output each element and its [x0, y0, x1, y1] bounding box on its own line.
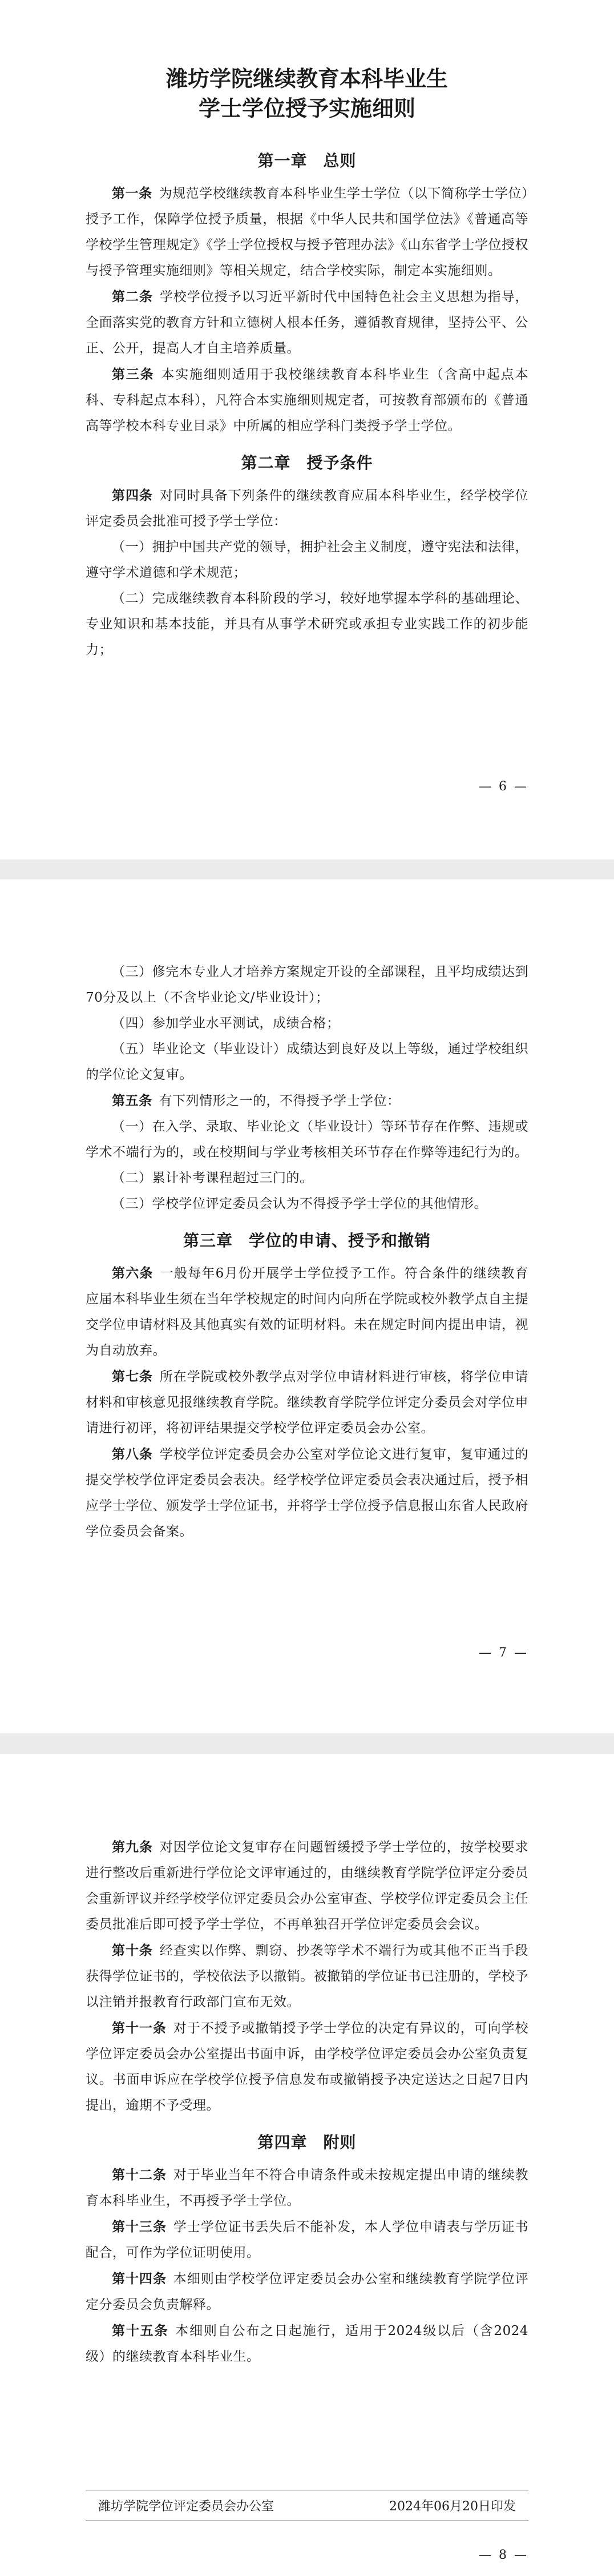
issue-date: 2024年06月20日印发: [389, 2499, 516, 2514]
article-9: 第九条 对因学位论文复审存在问题暂缓授予学士学位的，按学校要求进行整改后重新进行学位论文评审通过的，由继续教育学院学位评定分委员会重新评议并经学校学位评定委员会办公室审查、学校学位评定委员会主任委员批准后即可授予学士学位，不再单独召开学位评定委员会会议。: [86, 1839, 529, 1932]
page-number-6: — 6 —: [479, 779, 528, 794]
article-4-item-1: （一）拥护中国共产党的领导，拥护社会主义制度，遵守宪法和法律，遵守学术道德和学术规范；: [86, 540, 528, 580]
page-number-7: — 7 —: [479, 1646, 528, 1660]
article-5-item-2: （二）累计补考课程超过三门的。: [112, 1171, 313, 1185]
article-5-item-1: （一）在入学、录取、毕业论文（毕业设计）等环节存在作弊、违规或学术不端行为的，或在校期间与学业考核相关环节存在作弊等违纪行为的。: [86, 1119, 528, 1160]
issuing-office: 潍坊学院学位评定委员会办公室: [98, 2499, 274, 2514]
document-page-6: [0, 0, 614, 859]
article-8: 第八条 学校学位评定委员会办公室对学位论文进行复审，复审通过的提交学校学位评定委员会表决。经学校学位评定委员会表决通过后，授予相应学士学位、颁发学士学位证书，并将学士学位授予信息报山东省人民政府学位委员会备案。: [86, 1446, 529, 1539]
article-6: 第六条 一般每年6月份开展学士学位授予工作。符合条件的继续教育应届本科毕业生须在当年学校规定的时间内向所在学院或校外教学点自主提交学位申请材料及其他真实有效的证明材料。未在规定时间内提出申请，视为自动放弃。: [86, 1265, 529, 1358]
article-3: 第三条 本实施细则适用于我校继续教育本科毕业生（含高中起点本科、专科起点本科），凡符合本实施细则规定者，可按教育部颁布的《普通高等学校本科专业目录》中所属的相应学科门类授予学士学位。: [86, 367, 529, 433]
issuing-footer: [86, 2497, 528, 2514]
chapter-4-heading: 第四章 附则: [257, 2133, 357, 2152]
article-4-item-3: （三）修完本专业人才培养方案规定开设的全部课程，且平均成绩达到70分及以上（不含毕业论文/毕业设计）；: [86, 965, 528, 1005]
article-4-item-5: （五）毕业论文（毕业设计）成绩达到良好及以上等级，通过学校组织的学位论文复审。: [86, 1042, 528, 1082]
article-11: 第十一条 对于不授予或撤销授予学士学位的决定有异议的，可向学校学位评定委员会办公室提出书面申诉，由学校学位评定委员会办公室负责复议。书面申诉应在学校学位授予信息发布或撤销授予决定送达之日起7日内提出，逾期不予受理。: [86, 2020, 529, 2113]
title-line-2: 学士学位授予实施细则: [198, 95, 415, 121]
document-page-8: [0, 1754, 614, 2576]
article-5-item-3: （三）学校学位评定委员会认为不得授予学士学位的其他情形。: [112, 1196, 487, 1211]
article-10: 第十条 经查实以作弊、剽窃、抄袭等学术不端行为或其他不正当手段获得学位证书的，学校依法予以撤销。被撤销的学位证书已注册的，学校予以注销并报教育行政部门宣布无效。: [86, 1943, 529, 2010]
article-5: 第五条 有下列情形之一的，不得授予学士学位：: [112, 1093, 401, 1108]
article-12: 第十二条 对于毕业当年不符合申请条件或未按规定提出申请的继续教育本科毕业生，不再授予学士学位。: [86, 2167, 529, 2208]
title-line-1: 潍坊学院继续教育本科毕业生: [165, 66, 448, 91]
article-13: 第十三条 学士学位证书丢失后不能补发，本人学位申请表与学历证书配合，可作为学位证明使用。: [86, 2219, 529, 2260]
chapter-1-heading: 第一章 总则: [257, 151, 357, 170]
article-7: 第七条 所在学院或校外教学点对学位申请材料进行审核，将学位申请材料和审核意见报继续教育学院。继续教育学院学位评定分委员会对学位申请进行初评，将初评结果提交学校学位评定委员会办公室。: [86, 1369, 529, 1436]
article-1: 第一条 为规范学校继续教育本科毕业生学士学位（以下简称学士学位）授予工作，保障学位授予质量，根据《中华人民共和国学位法》《普通高等学校学生管理规定》《学士学位授权与授予管理办法》《山东省学士学位授权与授予管理实施细则》等相关规定，结合学校实际，制定本实施细则。: [86, 186, 529, 278]
document-page-7: [0, 879, 614, 1733]
article-4: 第四条 对同时具备下列条件的继续教育应届本科毕业生，经学校学位评定委员会批准可授予学士学位：: [86, 488, 529, 529]
article-15: 第十五条 本细则自公布之日起施行，适用于2024级以后（含2024级）的继续教育本科毕业生。: [86, 2323, 529, 2364]
chapter-3-heading: 第三章 学位的申请、授予和撤销: [183, 1231, 431, 1250]
article-4-item-2: （二）完成继续教育本科阶段的学习，较好地掌握本学科的基础理论、专业知识和基本技能，并具有从事学术研究或承担专业实践工作的初步能力；: [86, 591, 528, 657]
article-4-item-4: （四）参加学业水平测试，成绩合格；: [112, 1016, 340, 1031]
chapter-2-heading: 第二章 授予条件: [241, 453, 373, 472]
page-number-8: — 8 —: [479, 2548, 528, 2562]
document-title: [86, 64, 528, 123]
article-14: 第十四条 本细则由学校学位评定委员会办公室和继续教育学院学位评定分委员会负责解释。: [86, 2271, 529, 2312]
article-2: 第二条 学校学位授予以习近平新时代中国特色社会主义思想为指导，全面落实党的教育方针和立德树人根本任务，遵循教育规律，坚持公平、公正、公开，提高人才自主培养质量。: [86, 289, 529, 356]
